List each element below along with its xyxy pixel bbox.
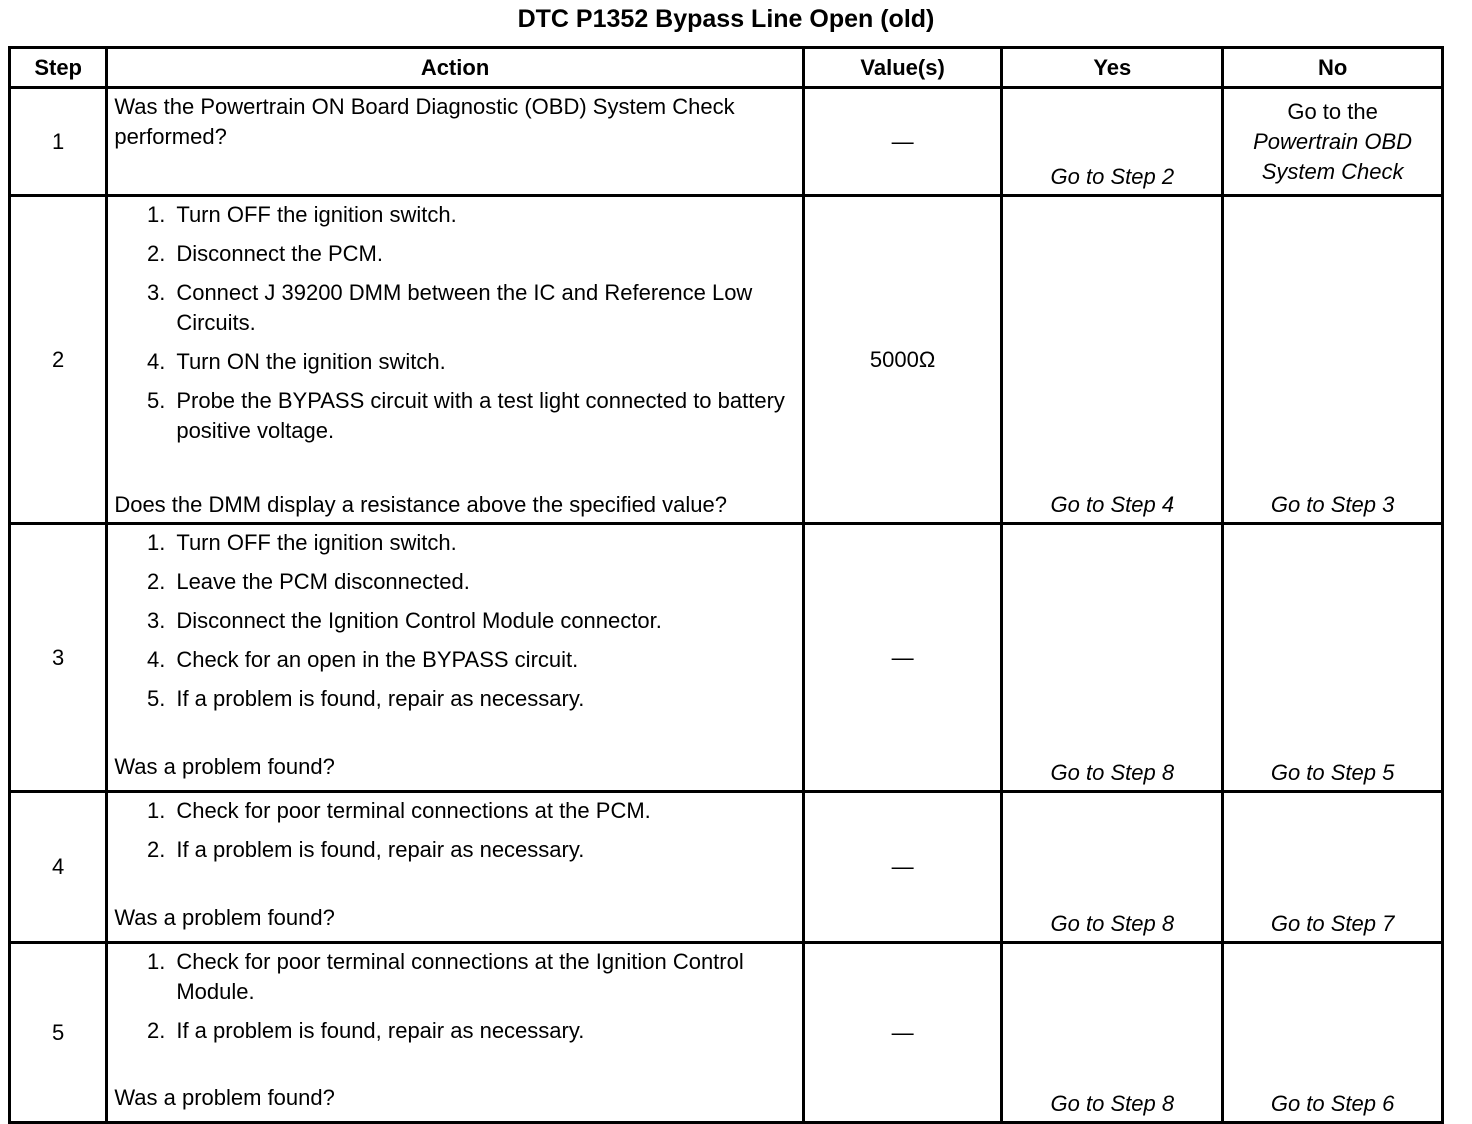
action-cell bbox=[107, 524, 803, 792]
list-item: 1. Check for poor terminal connections at the Ignition Control Module. bbox=[146, 949, 744, 1004]
table-row bbox=[10, 524, 1443, 792]
yes-link[interactable]: Go to Step 8 bbox=[1002, 524, 1223, 792]
action-steps bbox=[114, 200, 791, 448]
page-title: DTC P1352 Bypass Line Open (old) bbox=[517, 5, 935, 33]
header-row bbox=[10, 48, 1443, 88]
list-item: 3. Disconnect the Ignition Control Module connector. bbox=[146, 608, 662, 633]
yes-link[interactable]: Go to Step 8 bbox=[1002, 943, 1223, 1123]
value-cell: — bbox=[803, 88, 1002, 196]
action-steps bbox=[114, 796, 791, 874]
list-item: 3. Connect J 39200 DMM between the IC and Reference Low Circuits. bbox=[146, 280, 753, 335]
table-row bbox=[10, 943, 1443, 1123]
value-cell: 5000Ω bbox=[803, 196, 1002, 524]
no-link[interactable]: Go to Step 3 bbox=[1223, 196, 1443, 524]
action-cell bbox=[107, 943, 803, 1123]
value-cell: — bbox=[803, 792, 1002, 943]
action-question: Was a problem found? bbox=[114, 1085, 335, 1110]
no-link-obd-2[interactable]: System Check bbox=[1261, 158, 1404, 184]
header-yes: Yes bbox=[1002, 48, 1223, 88]
no-link-obd[interactable]: Powertrain OBD bbox=[1253, 128, 1413, 154]
table-row bbox=[10, 792, 1443, 943]
no-link[interactable]: Go to Step 5 bbox=[1223, 524, 1443, 792]
header-values: Value(s) bbox=[803, 48, 1002, 88]
header-no: No bbox=[1223, 48, 1443, 88]
header-step: Step bbox=[10, 48, 107, 88]
yes-link[interactable]: Go to Step 8 bbox=[1002, 792, 1223, 943]
list-item: 4. Turn ON the ignition switch. bbox=[146, 349, 446, 374]
list-item: 4. Check for an open in the BYPASS circuit. bbox=[146, 647, 579, 672]
action-question: Does the DMM display a resistance above the specified value? bbox=[114, 492, 727, 517]
value-cell: — bbox=[803, 524, 1002, 792]
value-cell: — bbox=[803, 943, 1002, 1123]
step-number: 2 bbox=[10, 196, 107, 524]
table-row bbox=[10, 196, 1443, 524]
action-cell bbox=[107, 196, 803, 524]
step-number: 1 bbox=[10, 88, 107, 196]
yes-link[interactable]: Go to Step 4 bbox=[1002, 196, 1223, 524]
yes-link[interactable]: Go to Step 2 bbox=[1002, 88, 1223, 196]
list-item: 2. Leave the PCM disconnected. bbox=[146, 569, 470, 594]
diagnostic-table bbox=[8, 46, 1444, 1124]
list-item: 1. Turn OFF the ignition switch. bbox=[146, 202, 457, 227]
list-item: 5. Probe the BYPASS circuit with a test light connected to battery positive voltage. bbox=[146, 388, 785, 443]
action-steps bbox=[114, 947, 791, 1055]
no-link[interactable]: Go to Step 6 bbox=[1223, 943, 1443, 1123]
list-item: 1. Check for poor terminal connections at the PCM. bbox=[146, 798, 651, 823]
action-question: Was a problem found? bbox=[114, 754, 335, 779]
no-line: Go to the bbox=[1287, 98, 1378, 124]
list-item: 1. Turn OFF the ignition switch. bbox=[146, 530, 457, 555]
action-steps bbox=[114, 528, 791, 723]
list-item: 2. Disconnect the PCM. bbox=[146, 241, 383, 266]
action-question: Was a problem found? bbox=[114, 905, 335, 930]
step-number: 3 bbox=[10, 524, 107, 792]
list-item: 5. If a problem is found, repair as necessary. bbox=[146, 686, 585, 711]
header-action: Action bbox=[107, 48, 803, 88]
table-row bbox=[10, 88, 1443, 196]
action-cell bbox=[107, 792, 803, 943]
no-link[interactable]: Go to Step 7 bbox=[1223, 792, 1443, 943]
step-number: 5 bbox=[10, 943, 107, 1123]
no-cell[interactable] bbox=[1223, 88, 1443, 196]
step-number: 4 bbox=[10, 792, 107, 943]
list-item: 2. If a problem is found, repair as necessary. bbox=[146, 1018, 585, 1043]
list-item: 2. If a problem is found, repair as necessary. bbox=[146, 837, 585, 862]
action-cell bbox=[107, 88, 803, 196]
action-question: Was the Powertrain ON Board Diagnostic (OBD) System Check performed? bbox=[114, 94, 735, 149]
